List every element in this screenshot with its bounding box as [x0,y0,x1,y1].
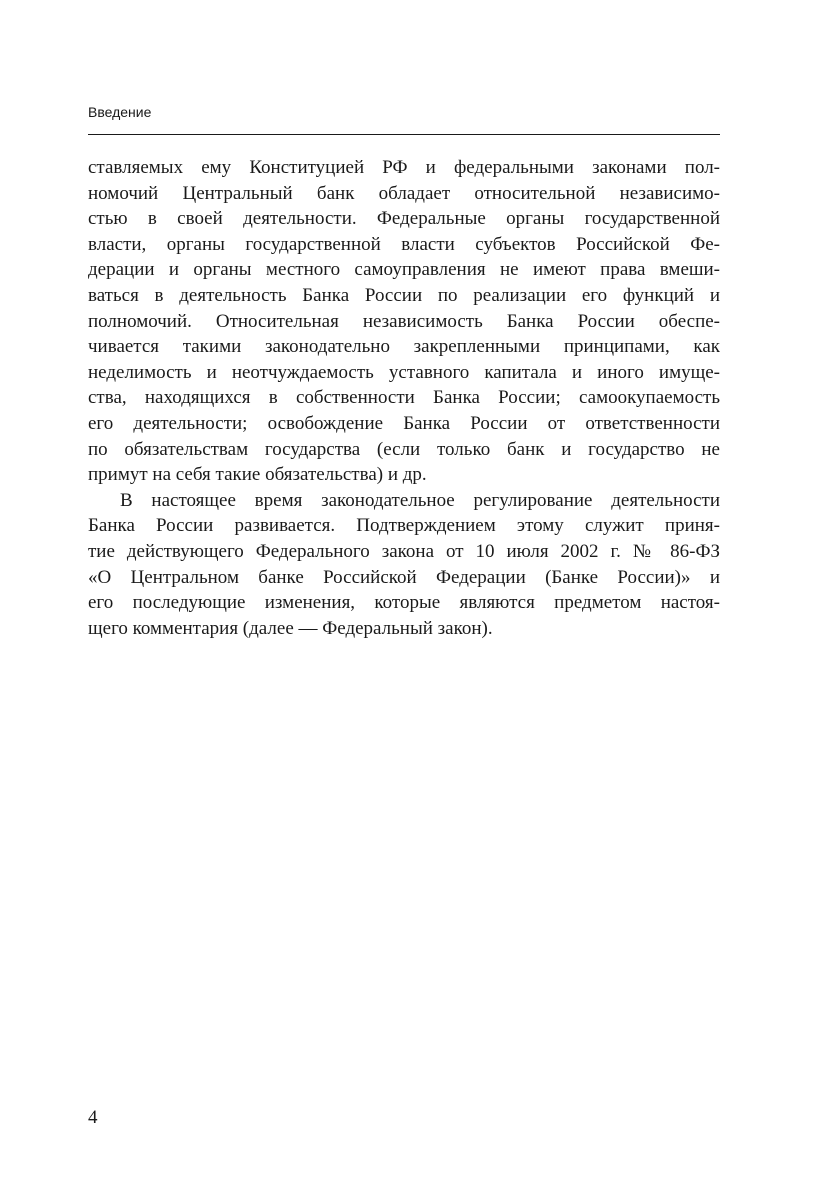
text-line: власти, органы государственной власти субъектов Российской Фе- [88,233,720,255]
text-line: номочий Центральный банк обладает относительной независимо- [88,182,720,204]
header-rule [88,134,720,135]
text-line: чивается такими законодательно закрепленными принципами, как [88,336,720,358]
paragraph-2 [88,488,720,642]
running-head: Введение [88,104,152,120]
paragraph-1 [88,155,720,488]
text-line: его последующие изменения, которые являются предметом настоя- [88,592,720,614]
text-line: его деятельности; освобождение Банка России от ответственности [88,412,720,434]
text-line: ваться в деятельность Банка России по реализации его функций и [88,284,720,306]
text-line: ставляемых ему Конституцией РФ и федеральными законами пол- [88,157,720,178]
text-line: по обязательствам государства (если только банк и государство не [88,438,720,460]
text-line: «О Центральном банке Российской Федерации (Банке России)» и [88,566,720,588]
text-line: ства, находящихся в собственности Банка России; самоокупаемость [88,387,720,409]
text-line: примут на себя такие обязательства) и др. [88,464,427,486]
text-line: неделимость и неотчуждаемость уставного капитала и иного имуще- [88,361,720,383]
page-number: 4 [88,1107,98,1128]
body-text [88,155,720,641]
text-line: В настоящее время законодательное регулирование деятельности [120,489,720,511]
text-line: Банка России развивается. Подтверждением этому служит приня- [88,515,720,537]
text-line: щего комментария (далее — Федеральный закон). [88,617,493,639]
text-line: полномочий. Относительная независимость Банка России обеспе- [88,310,720,332]
text-line: стью в своей деятельности. Федеральные органы государственной [88,208,720,230]
text-line: дерации и органы местного самоуправления не имеют права вмеши- [88,259,720,281]
text-line: тие действующего Федерального закона от 10 июля 2002 г. № 86-ФЗ [88,540,720,562]
